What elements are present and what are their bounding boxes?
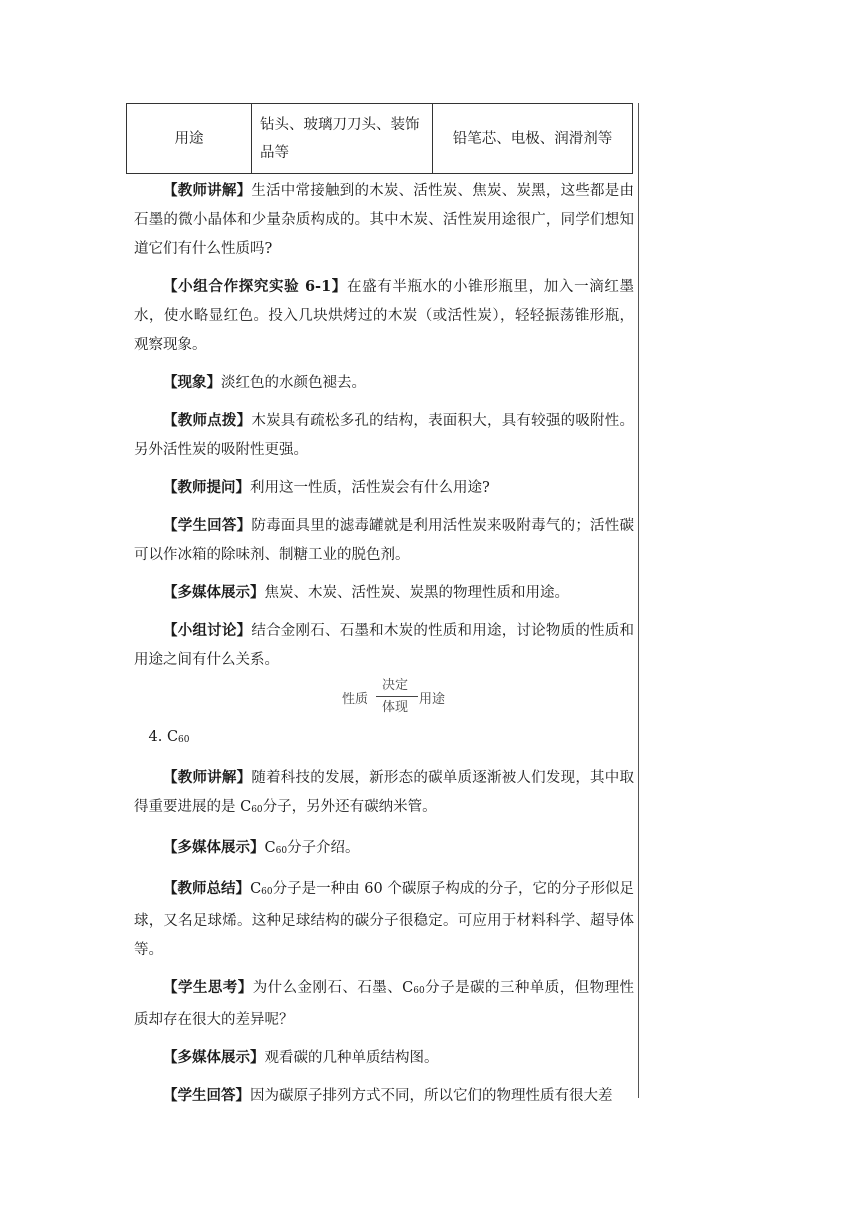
- paragraph-text-a: C: [264, 840, 276, 856]
- paragraph-text: 防毒面具里的滤毒罐就是利用活性炭来吸附毒气的；活性碳可以作冰箱的除味剂、制糖工业的脱色剂。: [134, 518, 635, 563]
- paragraph: [134, 511, 634, 570]
- paragraph-text: 焦炭、木炭、活性炭、炭黑的物理性质和用途。: [264, 585, 569, 601]
- paragraph-tag: 【小组合作探究实验 6-1】: [163, 278, 347, 295]
- lesson-content: [134, 176, 634, 1119]
- property-use-relation: [134, 679, 634, 715]
- paragraph-tag: 【教师讲解】: [163, 182, 252, 199]
- relation-lower: 体现: [382, 700, 409, 715]
- relation-left: 性质: [342, 692, 369, 707]
- paragraph: [134, 763, 634, 825]
- paragraph: [134, 176, 634, 264]
- paragraph: [134, 368, 634, 398]
- paragraph-tag: 【多媒体展示】: [163, 584, 265, 601]
- section-heading: [134, 723, 634, 755]
- paragraph-tag: 【学生回答】: [163, 1087, 250, 1104]
- relation-right: 用途: [419, 692, 446, 707]
- paragraph-text-a: 因为碳原子排列方式不同，所以它们的物理性质有很大差: [250, 1088, 613, 1104]
- paragraph-text-b: 分子是一种由 60 个碳原子构成的分子，它的分子形似足球，又名足球烯。这种足球结构的碳分子很稳定。可应用于材料科学、超导体等。: [134, 881, 635, 958]
- paragraph: [134, 616, 634, 675]
- frame-right-border: [638, 103, 639, 1098]
- paragraph-tag: 【学生回答】: [163, 517, 252, 534]
- section-subscript: 60: [178, 735, 190, 745]
- paragraph: [134, 406, 634, 465]
- paragraph: [134, 473, 634, 503]
- paragraph: [134, 1043, 634, 1073]
- paragraph-subscript: 60: [261, 887, 273, 897]
- paragraph: [134, 874, 634, 965]
- paragraph-text-a: 为什么金刚石、石墨、C: [252, 980, 414, 996]
- paragraph-text: 淡红色的水颜色褪去。: [221, 375, 366, 391]
- paragraph-tag: 【教师总结】: [163, 880, 251, 897]
- paragraph-text-b: 分子，另外还有碳纳米管。: [262, 799, 437, 815]
- paragraph-text: 利用这一性质，活性炭会有什么用途?: [250, 480, 490, 496]
- relation-upper: 决定: [382, 678, 409, 693]
- paragraph-text-a: C: [250, 881, 262, 897]
- paragraph-text: 在盛有半瓶水的小锥形瓶里，加入一滴红墨水，使水略显红色。投入几块烘烤过的木炭（或活性炭），轻轻振荡锥形瓶，观察现象。: [134, 279, 635, 353]
- paragraph-text: 生活中常接触到的木炭、活性炭、焦炭、炭黑，这些都是由石墨的微小晶体和少量杂质构成的。其中木炭、活性炭用途很广，同学们想知道它们有什么性质吗?: [134, 183, 635, 257]
- paragraph: [134, 973, 634, 1035]
- paragraph-text: 木炭具有疏松多孔的结构，表面积大，具有较强的吸附性。另外活性炭的吸附性更强。: [134, 413, 635, 458]
- paragraph-subscript: 60: [251, 805, 263, 815]
- paragraph-tag: 【小组讨论】: [163, 622, 252, 639]
- paragraph-text-b: 分子介绍。: [287, 840, 360, 856]
- paragraph: [134, 272, 634, 360]
- paragraph-text-b: 分子是碳的三种单质，但物理性质却存在很大的差异呢？: [134, 980, 635, 1028]
- paragraph-tag: 【学生思考】: [163, 979, 253, 996]
- paragraph-subscript: 60: [275, 846, 288, 856]
- paragraph-tag: 【教师提问】: [163, 479, 250, 496]
- paragraph: [134, 578, 634, 608]
- paragraph-tag: 【多媒体展示】: [163, 1049, 265, 1066]
- usage-table: [126, 103, 633, 174]
- table-cell-graphite-use: 铅笔芯、电极、润滑剂等: [433, 104, 633, 174]
- paragraph-subscript: 60: [413, 986, 425, 996]
- paragraph: [134, 833, 634, 866]
- paragraph-text: 结合金刚石、石墨和木炭的性质和用途，讨论物质的性质和用途之间有什么关系。: [134, 623, 635, 668]
- paragraph-tag: 【多媒体展示】: [163, 839, 265, 856]
- paragraph-text-a: 观看碳的几种单质结构图。: [264, 1050, 439, 1066]
- paragraph-tag: 【教师点拨】: [163, 412, 252, 429]
- paragraph-tag: 【教师讲解】: [163, 769, 252, 786]
- paragraph: [134, 1081, 634, 1111]
- table-cell-diamond-use: 钻头、玻璃刀刀头、装饰品等: [252, 104, 433, 174]
- paragraph-tag: 【现象】: [163, 374, 221, 391]
- paragraph-text-a: 随着科技的发展，新形态的碳单质逐渐被人们发现，其中取得重要进展的是 C: [134, 770, 635, 815]
- table-row: [127, 104, 633, 174]
- table-cell-label: 用途: [127, 104, 252, 174]
- section-number: 4. C: [148, 729, 179, 745]
